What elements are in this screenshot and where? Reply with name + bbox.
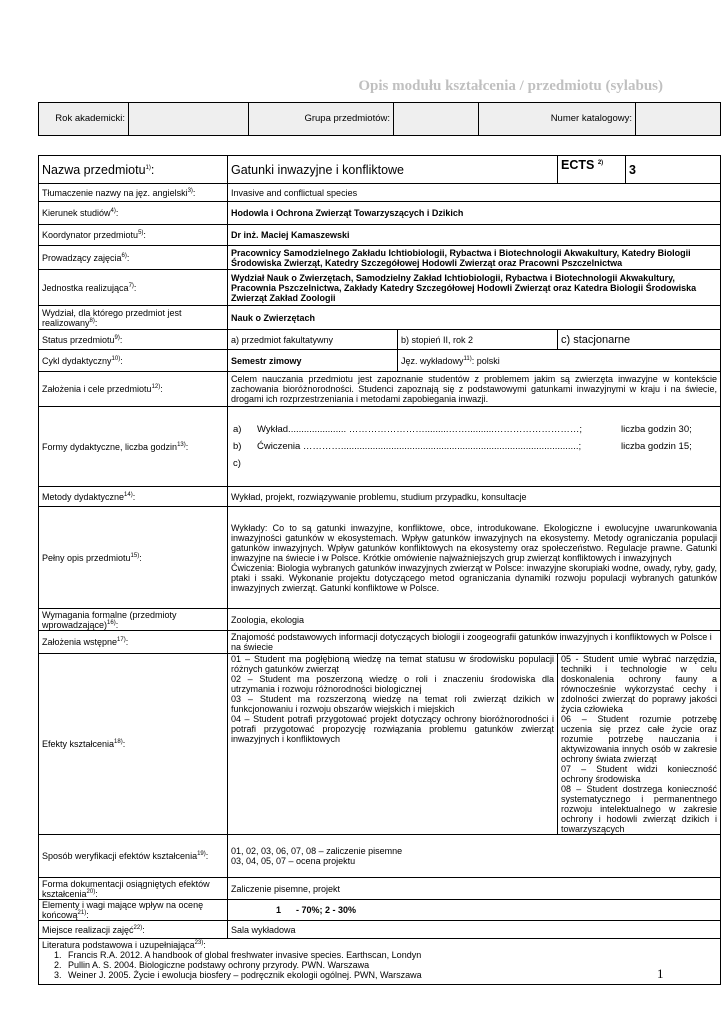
list-item: 08 – Student dostrzega konieczność systematycznego i permanentnego rozwoju intelektualnego w zakresie ochrony i hodowli zwierząt dzikich i towarzyszących <box>561 784 717 834</box>
list-item: a) Wykład...................... …………………….........……..........………………………; liczba godzin 30; <box>233 424 692 435</box>
objectives-value: Celem nauczania przedmiotu jest zapoznanie studentów z problemem jakim są zwierzęta inwazyjne w kontekście zachowania bioróżnorodności. Studenci zapoznają się z podstawowymi gatunkami inwazyjnymi w kraju i na świecie, drogami ich rozprzestrzeniania i metodami zapobiegania inwazji. <box>228 372 721 407</box>
status-type: a) przedmiot fakultatywny <box>228 330 398 350</box>
header-table <box>38 102 721 136</box>
course-name-row <box>39 156 721 184</box>
grading-label: Elementy i wagi mające wpływ na ocenę końcową$^{21)}$: <box>39 900 228 921</box>
list-item: 01 – Student ma pogłębioną wiedzę na temat statusu w środowisku populacji różnych gatunków zwierząt <box>231 654 554 674</box>
catalog-number-field[interactable] <box>636 103 721 136</box>
literature-label: Literatura podstawowa i uzupełniająca$^{23)}$: <box>42 940 206 950</box>
coordinator-label: Koordynator przedmiotu$^{5)}$: <box>39 225 228 246</box>
course-name-value: Gatunki inwazyjne i konfliktowe <box>228 156 558 184</box>
prerequisites-value: Znajomość podstawowych informacji dotyczących biologii i zoogeografii gatunków inwazyjnych i konfliktowych w Polsce i na świecie <box>228 631 721 654</box>
coordinator-value: Dr inż. Maciej Kamaszewski <box>228 225 721 246</box>
subject-group-field[interactable] <box>394 103 479 136</box>
list-item: 1. Francis R.A. 2012. A handbook of global freshwater invasive species. Earthscan, Londyn <box>54 950 422 960</box>
outcomes-label: Efekty kształcenia$^{18)}$: <box>39 654 228 835</box>
objectives-label: Założenia i cele przedmiotu$^{12)}$: <box>39 372 228 407</box>
requirements-value: Zoologia, ekologia <box>228 609 721 631</box>
verification-value <box>228 835 721 878</box>
verification-line: 03, 04, 05, 07 – ocena projektu <box>231 856 356 866</box>
unit-label: Jednostka realizująca$^{7)}$: <box>39 270 228 306</box>
faculty-value: Nauk o Zwierzętach <box>228 306 721 330</box>
methods-label: Metody dydaktyczne$^{14)}$: <box>39 487 228 507</box>
status-mode: c) stacjonarne <box>558 330 721 350</box>
translation-label: Tłumaczenie nazwy na jęz. angielski$^{3)}$: <box>39 184 228 202</box>
unit-value: Wydział Nauk o Zwierzętach, Samodzielny Zakład Ichtiobiologii, Rybactwa i Biotechnologii Akwakultury, Pracownia Pszczelnictwa, Zakłady Katedry Szczegółowej Hodowli Zwierząt oraz Katedra Biologii Środowiska Zwierząt Zakład Zoologii <box>228 270 721 306</box>
field-of-study-label: Kierunek studiów$^{4)}$: <box>39 202 228 225</box>
location-label: Miejsce realizacji zajęć$^{22)}$: <box>39 921 228 939</box>
prerequisites-label: Założenia wstępne$^{17)}$: <box>39 631 228 654</box>
instructors-value: Pracownicy Samodzielnego Zakładu Ichtiobiologii, Rybactwa i Biotechnologii Akwakultury, Katedry Biologii Środowiska Zwierząt, Katedry Szczegółowej Hodowli Zwierząt oraz Pracowni Pszczelnictwa <box>228 246 721 270</box>
documentation-label: Forma dokumentacji osiągniętych efektów kształcenia$^{20)}$: <box>39 878 228 900</box>
translation-value: Invasive and conflictual species <box>228 184 721 202</box>
documentation-value: Zaliczenie pisemne, projekt <box>228 878 721 900</box>
verification-label: Sposób weryfikacji efektów kształcenia$^{19)}$: <box>39 835 228 878</box>
requirements-label: Wymagania formalne (przedmioty wprowadzające)$^{16)}$: <box>39 609 228 631</box>
literature-cell <box>39 939 721 985</box>
list-item: 05 - Student umie wybrać narzędzia, techniki i technologie w celu doskonalenia ochrony fauny a równocześnie wykorzystać cechy i zdolności zwierząt do poprawy jakości życia człowieka <box>561 654 717 714</box>
list-item: 06 – Student rozumie potrzebę uczenia się przez całe życie oraz rozumie potrzebę nauczania i aktywizowania innych osób w zakresie ochrony świata zwierząt <box>561 714 717 764</box>
list-item: 02 – Student ma poszerzoną wiedzę o roli i znaczeniu środowiska dla utrzymania i rozwoju różnorodności biologicznej <box>231 674 554 694</box>
literature-list <box>42 950 717 980</box>
list-item: 03 – Student ma rozszerzoną wiedzę na temat roli zwierząt dzikich w funkcjonowaniu i rozwoju obszarów wiejskich i miejskich <box>231 694 554 714</box>
list-item: 07 – Student widzi konieczność ochrony środowiska <box>561 764 717 784</box>
cycle-label: Cykl dydaktyczny$^{10)}$: <box>39 350 228 372</box>
list-item: 3. Weiner J. 2005. Życie i ewolucja biosfery – podręcznik ekologii ogólnej. PWN, Warszawa <box>54 970 422 980</box>
list-item: b) Ćwiczenia …………..........................................................................................; liczba godzin 15; <box>233 441 692 452</box>
field-of-study-value: Hodowla i Ochrona Zwierząt Towarzyszących i Dzikich <box>228 202 721 225</box>
language-value: Jęz. wykładowy$^{11)}$: polski <box>398 350 721 372</box>
cycle-value: Semestr zimowy <box>228 350 398 372</box>
course-name-label: Nazwa przedmiotu$^{1)}$: <box>39 156 228 184</box>
outcomes-right <box>558 654 721 835</box>
list-item: c) <box>233 458 241 469</box>
catalog-number-label: Numer katalogowy: <box>479 103 636 136</box>
location-value: Sala wykładowa <box>228 921 721 939</box>
description-exercises: Ćwiczenia: Biologia wybranych gatunków inwazyjnych zwierząt w Polsce: inwazyjne skorupiaki wodne, owady, ryby, gady, ptaki i ssaki. Wykonanie projektu dotyczącego metod ograniczania dynamiki rozwoju populacji wybranych gatunków inwazyjnych zwierząt. Gatunki konfliktowe w Polsce. <box>231 562 717 593</box>
description-lectures: Wykłady: Co to są gatunki inwazyjne, konfliktowe, obce, introdukowane. Ekologiczne i ewolucyjne uwarunkowania inwazyjności gatunków w ekosystemach. Wpływ gatunków inwazyjnych na ekosystemy. Metody ograniczania populacji gatunków inwazyjnych. Wpływ gatunków konfliktowych na ekosystemy oraz społeczeństwo. Regulacje prawne. Gatunki inwazyjne na świecie i w Polsce. Krótkie omówienie najważniejszych grup zwierząt konfliktowych i inwazyjnych <box>231 522 717 563</box>
page-title: Opis modułu kształcenia / przedmiotu (sylabus) <box>358 78 663 94</box>
page-number: 1 <box>657 966 664 981</box>
status-label: Status przedmiotu$^{9)}$: <box>39 330 228 350</box>
academic-year-field[interactable] <box>129 103 249 136</box>
academic-year-label: Rok akademicki: <box>39 103 129 136</box>
description-label: Pełny opis przedmiotu$^{15)}$: <box>39 507 228 609</box>
ects-value: 3 <box>626 156 721 184</box>
ects-label: ECTS $^{2)}$ <box>558 156 626 184</box>
instructors-label: Prowadzący zajęcia$^{6)}$: <box>39 246 228 270</box>
status-degree: b) stopień II, rok 2 <box>398 330 558 350</box>
list-item: 04 – Student potrafi przygotować projekt dotyczący ochrony bioróżnorodności i potrafi przygotować propozycję rozwiązania problemu gatunków zwierząt inwazyjnych i konfliktowych <box>231 714 554 744</box>
description-value <box>228 507 721 609</box>
subject-group-label: Grupa przedmiotów: <box>249 103 394 136</box>
verification-line: 01, 02, 03, 06, 07, 08 – zaliczenie pisemne <box>231 846 403 856</box>
list-item: 2. Pullin A. S. 2004. Biologiczne podstawy ochrony przyrody. PWN. Warszawa <box>54 960 370 970</box>
teaching-forms-label: Formy dydaktyczne, liczba godzin$^{13)}$: <box>39 407 228 487</box>
teaching-forms-value <box>228 407 721 487</box>
outcomes-left <box>228 654 558 835</box>
faculty-label: Wydział, dla którego przedmiot jest realizowany$^{8)}$: <box>39 306 228 330</box>
methods-value: Wykład, projekt, rozwiązywanie problemu, studium przypadku, konsultacje <box>228 487 721 507</box>
grading-value: 1 - 70%; 2 - 30% <box>228 900 721 921</box>
syllabus-table <box>38 155 721 985</box>
teaching-forms-list <box>231 421 717 472</box>
